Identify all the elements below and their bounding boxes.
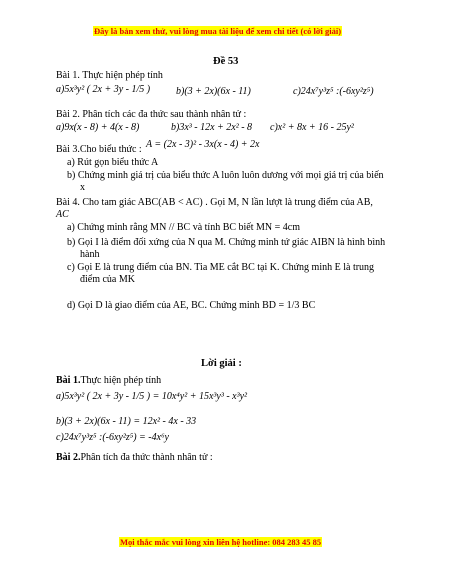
bai1-a: a)5x³y² ( 2x + 3y - 1/5 ) [56, 84, 151, 95]
bai4-line1: Bài 4. Cho tam giác ABC(AB < AC) . Gọi M, N lần lượt là trung điểm của AB, [56, 197, 373, 208]
bai3-expression: A = (2x - 3)² - 3x(x - 4) + 2x [146, 139, 260, 150]
solution-bai2-label: Bài 2. [56, 452, 81, 463]
bai4-c-line2: điểm của MK [80, 274, 135, 285]
bai1-b: b)(3 + 2x)(6x - 11) [176, 86, 251, 97]
solution-bai2-heading [56, 452, 213, 463]
header-banner: Đây là bản xem thử, vui lòng mua tài liệu để xem chi tiết (có lời giải) [94, 26, 342, 36]
bai3-b-line2: x [80, 182, 85, 193]
bai4-a: a) Chứng minh rằng MN // BC và tính BC biết MN = 4cm [67, 222, 300, 233]
solution-bai1-heading [56, 375, 161, 386]
bai4-line2: AC [56, 209, 69, 220]
bai1-c: c)24x⁷y³z⁵ :(-6xy²z⁵) [293, 86, 374, 97]
bai2-a: a)9x(x - 8) + 4(x - 8) [56, 122, 140, 133]
bai2-c: c)x² + 8x + 16 - 25y² [270, 122, 354, 133]
solution-line-c: c)24x⁷y³z⁵ :(-6xy²z⁵) = -4x⁶y [56, 432, 169, 443]
page-title: Đề 53 [213, 56, 239, 67]
bai3-b-line1: b) Chứng minh giá trị của biểu thức A luôn luôn dương với mọi giá trị của biến [67, 170, 384, 181]
bai1-heading: Bài 1. Thực hiện phép tính [56, 70, 163, 81]
solution-line-a: a)5x³y² ( 2x + 3y - 1/5 ) = 10x⁴y² + 15x³y³ - x³y² [56, 391, 248, 402]
footer-banner: Mọi thắc mắc vui lòng xin liên hệ hotline: 084 283 45 85 [120, 537, 322, 547]
bai4-b-line2: hành [80, 249, 100, 260]
solution-line-b: b)(3 + 2x)(6x - 11) = 12x² - 4x - 33 [56, 416, 197, 427]
bai2-b: b)3x³ - 12x + 2x² - 8 [171, 122, 253, 133]
bai4-b-line1: b) Gọi I là điểm đối xứng của N qua M. Chứng minh tứ giác AIBN là hình bình [67, 237, 386, 248]
bai3-a: a) Rút gọn biểu thức A [67, 157, 159, 168]
bai4-d: d) Gọi D là giao điểm của AE, BC. Chứng minh BD = 1/3 BC [67, 300, 316, 311]
bai2-heading: Bài 2. Phân tích các đa thức sau thành nhân tử : [56, 109, 247, 120]
solution-bai2-text: Phân tích đa thức thành nhân tử : [80, 452, 213, 463]
bai3-heading: Bài 3.Cho biểu thức : [56, 144, 142, 155]
solution-bai1-text: Thực hiện phép tính [80, 375, 162, 386]
solution-bai1-label: Bài 1. [56, 375, 81, 386]
bai4-c-line1: c) Gọi E là trung điểm của BN. Tia ME cắt BC tại K. Chứng minh E là trung [67, 262, 375, 273]
solution-title: Lời giải : [201, 358, 242, 369]
